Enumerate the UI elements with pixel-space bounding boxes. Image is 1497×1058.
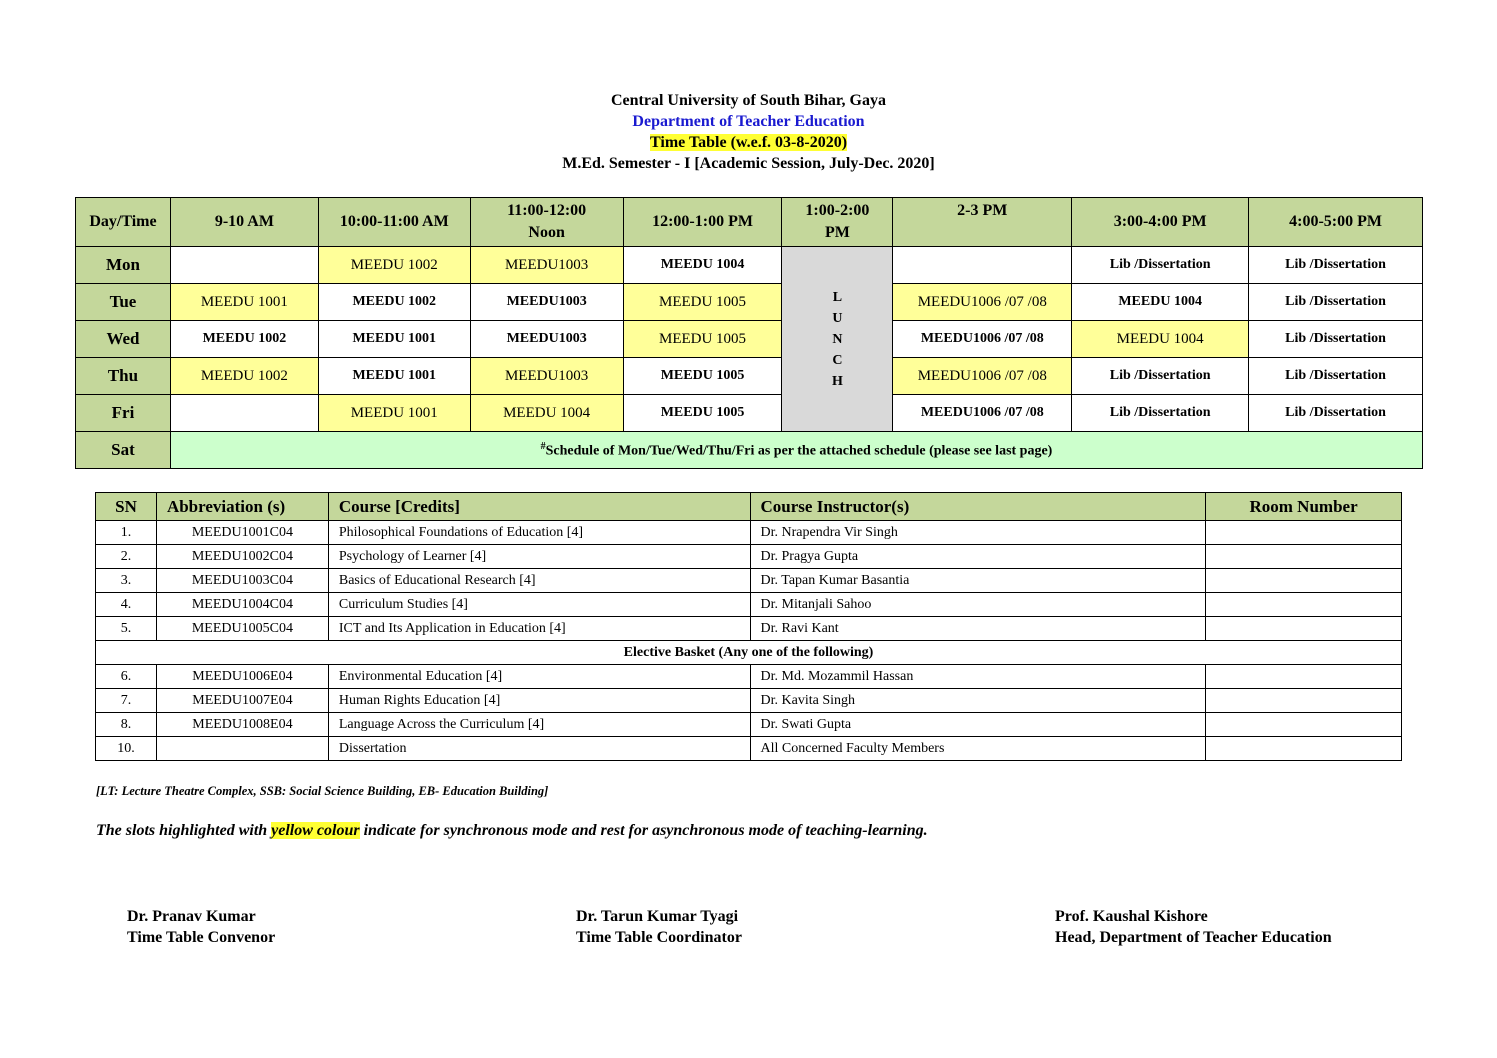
- signatory-name: Dr. Pranav Kumar: [127, 908, 256, 925]
- room-cell: [1206, 617, 1402, 641]
- instructor-cell: Dr. Nrapendra Vir Singh: [750, 521, 1206, 545]
- course-row: [96, 593, 1402, 617]
- day-label: Thu: [76, 358, 171, 395]
- course-cell: Basics of Educational Research [4]: [328, 569, 750, 593]
- header-cell: Course [Credits]: [328, 493, 750, 521]
- header-cell: 3:00-4:00 PM: [1072, 198, 1249, 247]
- course-header-row: [96, 493, 1402, 521]
- slot-cell: MEEDU 1005: [623, 395, 782, 432]
- signatory-role: Time Table Coordinator: [576, 929, 742, 946]
- slot-cell: MEEDU1006 /07 /08: [893, 284, 1072, 321]
- instructor-cell: Dr. Swati Gupta: [750, 713, 1206, 737]
- header-cell: Course Instructor(s): [750, 493, 1206, 521]
- slot-cell: Lib /Dissertation: [1072, 247, 1249, 284]
- session-title: M.Ed. Semester - I [Academic Session, July-Dec. 2020]: [562, 155, 935, 172]
- instructor-cell: Dr. Ravi Kant: [750, 617, 1206, 641]
- sn-cell: 2.: [96, 545, 157, 569]
- signatory-role: Time Table Convenor: [127, 929, 276, 946]
- slot-cell: MEEDU 1001: [318, 358, 470, 395]
- slot-cell: Lib /Dissertation: [1249, 284, 1423, 321]
- slot-cell: [170, 247, 318, 284]
- timetable-row-mon: [76, 247, 1423, 284]
- course-cell: Dissertation: [328, 737, 750, 761]
- header-cell: 10:00-11:00 AM: [318, 198, 470, 247]
- header-cell: 12:00-1:00 PM: [623, 198, 782, 247]
- weekly-timetable: [75, 197, 1423, 469]
- slot-cell: MEEDU 1001: [318, 395, 470, 432]
- header-cell: SN: [96, 493, 157, 521]
- slot-cell: Lib /Dissertation: [1072, 395, 1249, 432]
- header-cell: 9-10 AM: [170, 198, 318, 247]
- course-cell: ICT and Its Application in Education [4]: [328, 617, 750, 641]
- slot-cell: [170, 395, 318, 432]
- slot-cell: MEEDU1003: [470, 247, 623, 284]
- signatory-name: Dr. Tarun Kumar Tyagi: [576, 908, 739, 925]
- timetable-row-thu: [76, 358, 1423, 395]
- slot-cell: MEEDU1006 /07 /08: [893, 395, 1072, 432]
- slot-cell: Lib /Dissertation: [1072, 358, 1249, 395]
- instructor-cell: Dr. Tapan Kumar Basantia: [750, 569, 1206, 593]
- sn-cell: 8.: [96, 713, 157, 737]
- slot-cell: MEEDU 1004: [1072, 284, 1249, 321]
- slot-cell: MEEDU 1005: [623, 358, 782, 395]
- timetable-row-tue: [76, 284, 1423, 321]
- elective-basket-row: [96, 641, 1402, 665]
- course-row: [96, 713, 1402, 737]
- instructor-cell: Dr. Pragya Gupta: [750, 545, 1206, 569]
- day-label: Mon: [76, 247, 171, 284]
- room-cell: [1206, 545, 1402, 569]
- abbreviation-cell: MEEDU1006E04: [156, 665, 328, 689]
- slot-cell: MEEDU1003: [470, 284, 623, 321]
- slot-cell: MEEDU 1004: [470, 395, 623, 432]
- sn-cell: 1.: [96, 521, 157, 545]
- course-row: [96, 545, 1402, 569]
- course-table: [95, 492, 1402, 761]
- department-name: Department of Teacher Education: [632, 113, 865, 130]
- course-row: [96, 737, 1402, 761]
- signatory-head: [1055, 906, 1332, 948]
- instructor-cell: Dr. Mitanjali Sahoo: [750, 593, 1206, 617]
- course-row: [96, 569, 1402, 593]
- abbreviation-cell: MEEDU1003C04: [156, 569, 328, 593]
- room-cell: [1206, 713, 1402, 737]
- course-cell: Curriculum Studies [4]: [328, 593, 750, 617]
- instructor-cell: Dr. Kavita Singh: [750, 689, 1206, 713]
- header-cell: 4:00-5:00 PM: [1249, 198, 1423, 247]
- header-cell: 11:00-12:00 Noon: [470, 198, 623, 247]
- sn-cell: 10.: [96, 737, 157, 761]
- slot-cell: Lib /Dissertation: [1249, 321, 1423, 358]
- course-row: [96, 665, 1402, 689]
- header-cell: Room Number: [1206, 493, 1402, 521]
- abbreviation-cell: [156, 737, 328, 761]
- sn-cell: 6.: [96, 665, 157, 689]
- slot-cell: Lib /Dissertation: [1249, 395, 1423, 432]
- sn-cell: 5.: [96, 617, 157, 641]
- elective-basket-label: Elective Basket (Any one of the following): [96, 641, 1402, 665]
- saturday-note: #Schedule of Mon/Tue/Wed/Thu/Fri as per the attached schedule (please see last page): [170, 432, 1422, 469]
- day-label: Wed: [76, 321, 171, 358]
- signatory-role: Head, Department of Teacher Education: [1055, 929, 1332, 946]
- slot-cell: MEEDU1003: [470, 321, 623, 358]
- day-label: Tue: [76, 284, 171, 321]
- sn-cell: 7.: [96, 689, 157, 713]
- course-cell: Philosophical Foundations of Education [4]: [328, 521, 750, 545]
- slot-cell: MEEDU 1002: [318, 247, 470, 284]
- abbreviation-cell: MEEDU1008E04: [156, 713, 328, 737]
- slot-cell: MEEDU1006 /07 /08: [893, 321, 1072, 358]
- abbreviation-cell: MEEDU1007E04: [156, 689, 328, 713]
- header-cell: 1:00-2:00 PM: [782, 198, 893, 247]
- abbreviation-cell: MEEDU1002C04: [156, 545, 328, 569]
- slot-cell: MEEDU 1002: [318, 284, 470, 321]
- course-cell: Psychology of Learner [4]: [328, 545, 750, 569]
- building-legend: [LT: Lecture Theatre Complex, SSB: Social Science Building, EB- Education Building]: [96, 784, 549, 798]
- abbreviation-cell: MEEDU1005C04: [156, 617, 328, 641]
- abbreviation-cell: MEEDU1004C04: [156, 593, 328, 617]
- course-row: [96, 617, 1402, 641]
- slot-cell: MEEDU 1005: [623, 321, 782, 358]
- room-cell: [1206, 521, 1402, 545]
- university-name: Central University of South Bihar, Gaya: [611, 92, 886, 109]
- timetable-row-fri: [76, 395, 1423, 432]
- timetable-header-row: [76, 198, 1423, 247]
- slot-cell: Lib /Dissertation: [1249, 247, 1423, 284]
- day-label: Fri: [76, 395, 171, 432]
- timetable-row-wed: [76, 321, 1423, 358]
- signatory-name: Prof. Kaushal Kishore: [1055, 908, 1208, 925]
- highlight-note: The slots highlighted with yellow colour indicate for synchronous mode and rest for asynchronous mode of teaching-learning.: [96, 822, 928, 839]
- day-label: Sat: [76, 432, 171, 469]
- lunch-break-cell: L U N C H: [782, 247, 893, 432]
- header-cell: Day/Time: [76, 198, 171, 247]
- yellow-highlight-sample: yellow colour: [271, 822, 360, 839]
- room-cell: [1206, 593, 1402, 617]
- course-cell: Language Across the Curriculum [4]: [328, 713, 750, 737]
- slot-cell: MEEDU1006 /07 /08: [893, 358, 1072, 395]
- abbreviation-cell: MEEDU1001C04: [156, 521, 328, 545]
- timetable-row-sat: [76, 432, 1423, 469]
- slot-cell: MEEDU 1005: [623, 284, 782, 321]
- slot-cell: MEEDU 1002: [170, 358, 318, 395]
- course-cell: Human Rights Education [4]: [328, 689, 750, 713]
- instructor-cell: Dr. Md. Mozammil Hassan: [750, 665, 1206, 689]
- slot-cell: [893, 247, 1072, 284]
- slot-cell: MEEDU 1001: [318, 321, 470, 358]
- slot-cell: MEEDU 1001: [170, 284, 318, 321]
- header-cell: 2-3 PM: [893, 198, 1072, 247]
- slot-cell: MEEDU 1004: [1072, 321, 1249, 358]
- signatory-coordinator: [576, 906, 742, 948]
- slot-cell: MEEDU1003: [470, 358, 623, 395]
- room-cell: [1206, 569, 1402, 593]
- course-cell: Environmental Education [4]: [328, 665, 750, 689]
- signatory-convenor: [127, 906, 275, 948]
- header-cell: Abbreviation (s): [156, 493, 328, 521]
- slot-cell: Lib /Dissertation: [1249, 358, 1423, 395]
- slot-cell: MEEDU 1004: [623, 247, 782, 284]
- slot-cell: MEEDU 1002: [170, 321, 318, 358]
- course-row: [96, 689, 1402, 713]
- room-cell: [1206, 689, 1402, 713]
- room-cell: [1206, 737, 1402, 761]
- timetable-effective-date: Time Table (w.e.f. 03-8-2020): [649, 134, 848, 151]
- room-cell: [1206, 665, 1402, 689]
- sn-cell: 4.: [96, 593, 157, 617]
- sn-cell: 3.: [96, 569, 157, 593]
- instructor-cell: All Concerned Faculty Members: [750, 737, 1206, 761]
- document-header: [0, 90, 1497, 174]
- course-row: [96, 521, 1402, 545]
